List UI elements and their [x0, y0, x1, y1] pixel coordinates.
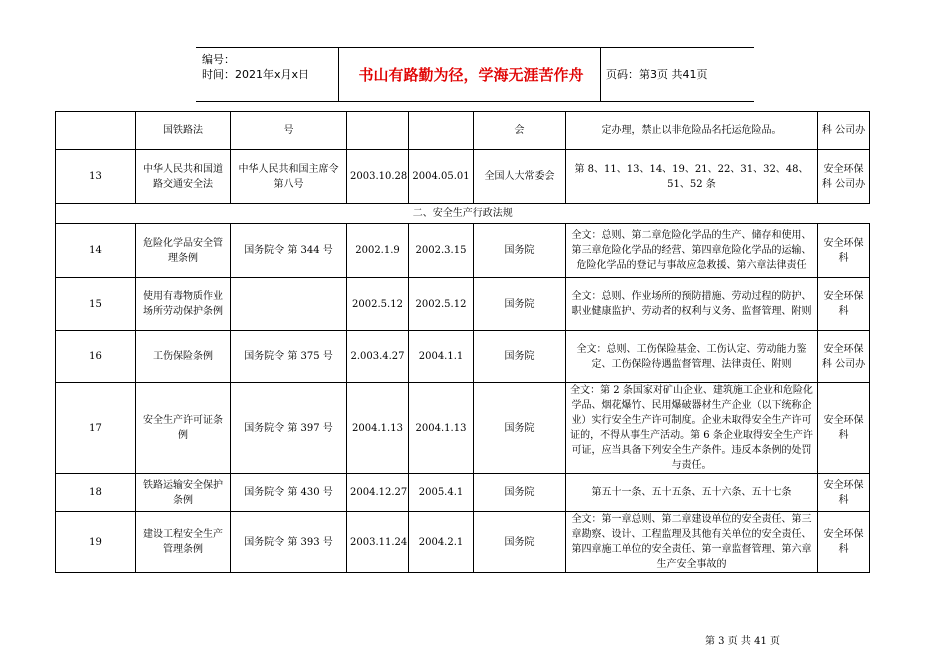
regulations-table — [55, 111, 870, 573]
effective-date — [409, 112, 474, 150]
issue-date: 2003.10.28 — [347, 150, 409, 204]
effective-date: 2004.1.13 — [409, 383, 474, 474]
department: 安全环保科 公司办 — [818, 331, 870, 383]
law-name: 国铁路法 — [136, 112, 231, 150]
law-name: 工伤保险条例 — [136, 331, 231, 383]
row-number: 19 — [56, 512, 136, 573]
issue-date: 2002.1.9 — [347, 224, 409, 278]
effective-date: 2004.2.1 — [409, 512, 474, 573]
issue-date: 2.003.4.27 — [347, 331, 409, 383]
page-label: 页码：第3页 共41页 — [606, 68, 708, 81]
law-name: 危险化学品安全管理条例 — [136, 224, 231, 278]
issue-date: 2004.12.27 — [347, 474, 409, 512]
table-row — [56, 512, 870, 573]
issue-date: 2003.11.24 — [347, 512, 409, 573]
department: 安全环保科 — [818, 224, 870, 278]
header-meta — [202, 52, 309, 82]
law-name: 中华人民共和国道路交通安全法 — [136, 150, 231, 204]
row-number: 18 — [56, 474, 136, 512]
row-number: 14 — [56, 224, 136, 278]
motto: 书山有路勤为径，学海无涯苦作舟 — [358, 66, 584, 84]
issue-date: 2004.1.13 — [347, 383, 409, 474]
issuer: 国务院令 第 375 号 — [231, 331, 347, 383]
department: 安全环保科 — [818, 474, 870, 512]
issuer: 国务院令 第 344 号 — [231, 224, 347, 278]
issuer: 中华人民共和国主席令 第八号 — [231, 150, 347, 204]
law-name: 使用有毒物质作业场所劳动保护条例 — [136, 278, 231, 331]
row-number: 15 — [56, 278, 136, 331]
table-row — [56, 383, 870, 474]
effective-date: 2002.3.15 — [409, 224, 474, 278]
issuing-org: 国务院 — [474, 278, 566, 331]
issue-date: 2002.5.12 — [347, 278, 409, 331]
department: 安全环保科 — [818, 278, 870, 331]
department: 科 公司办 — [818, 112, 870, 150]
section-row — [56, 204, 870, 224]
header-divider — [338, 48, 339, 101]
content: 全文：总则、工伤保险基金、工伤认定、劳动能力鉴定、工伤保险待遇监督管理、法律责任、附则 — [566, 331, 818, 383]
law-name: 建设工程安全生产管理条例 — [136, 512, 231, 573]
issuer: 国务院令 第 397 号 — [231, 383, 347, 474]
time-label: 时间：2021年x月x日 — [202, 68, 310, 81]
issuing-org: 国务院 — [474, 331, 566, 383]
content: 全文：总则、作业场所的预防措施、劳动过程的防护、职业健康监护、劳动者的权利与义务、监督管理、附则 — [566, 278, 818, 331]
row-number — [56, 112, 136, 150]
effective-date: 2002.5.12 — [409, 278, 474, 331]
content: 全文：第一章总则、第二章建设单位的安全责任、第三章勘察、设计、工程监理及其他有关单位的安全责任、第四章施工单位的安全责任、第一章监督管理、第六章生产安全事故的 — [566, 512, 818, 573]
issuing-org: 国务院 — [474, 383, 566, 474]
law-name: 铁路运输安全保护条例 — [136, 474, 231, 512]
issuing-org: 国务院 — [474, 512, 566, 573]
issuer: 号 — [231, 112, 347, 150]
issuing-org: 会 — [474, 112, 566, 150]
table-row — [56, 150, 870, 204]
page-header — [196, 47, 754, 102]
table-row — [56, 331, 870, 383]
department: 安全环保科 公司办 — [818, 150, 870, 204]
content: 第 8、11、13、14、19、21、22、31、32、48、51、52 条 — [566, 150, 818, 204]
content: 第五十一条、五十五条、五十六条、五十七条 — [566, 474, 818, 512]
row-number: 16 — [56, 331, 136, 383]
table-row — [56, 474, 870, 512]
issuing-org: 国务院 — [474, 474, 566, 512]
issuing-org: 国务院 — [474, 224, 566, 278]
row-number: 17 — [56, 383, 136, 474]
effective-date: 2005.4.1 — [409, 474, 474, 512]
table-row — [56, 278, 870, 331]
department: 安全环保科 — [818, 383, 870, 474]
effective-date: 2004.1.1 — [409, 331, 474, 383]
issue-date — [347, 112, 409, 150]
header-divider — [600, 48, 601, 101]
department: 安全环保科 — [818, 512, 870, 573]
content: 定办理，禁止以非危险品名托运危险品。 — [566, 112, 818, 150]
issuer: 国务院令 第 430 号 — [231, 474, 347, 512]
content: 全文：第 2 条国家对矿山企业、建筑施工企业和危险化学品、烟花爆竹、民用爆破器材生产企业（以下统称企业）实行安全生产许可制度。企业未取得安全生产许可证的，不得从事生产活动。第 6 条企业取得安全生产许可证，应当具备下列安全生产条件。违反本条例的处罚与责任。 — [566, 383, 818, 474]
issuer — [231, 278, 347, 331]
effective-date: 2004.05.01 — [409, 150, 474, 204]
row-number: 13 — [56, 150, 136, 204]
table-row — [56, 224, 870, 278]
law-name: 安全生产许可证条例 — [136, 383, 231, 474]
issuing-org: 全国人大常委会 — [474, 150, 566, 204]
content: 全文：总则、第二章危险化学品的生产、储存和使用、第三章危险化学品的经营、第四章危险化学品的运输、危险化学品的登记与事故应急救援、第六章法律责任 — [566, 224, 818, 278]
table-row — [56, 112, 870, 150]
section-title: 二、安全生产行政法规 — [56, 204, 870, 224]
issuer: 国务院令 第 393 号 — [231, 512, 347, 573]
number-label: 编号： — [202, 53, 235, 66]
page-footer: 第 3 页 共 41 页 — [705, 636, 780, 647]
